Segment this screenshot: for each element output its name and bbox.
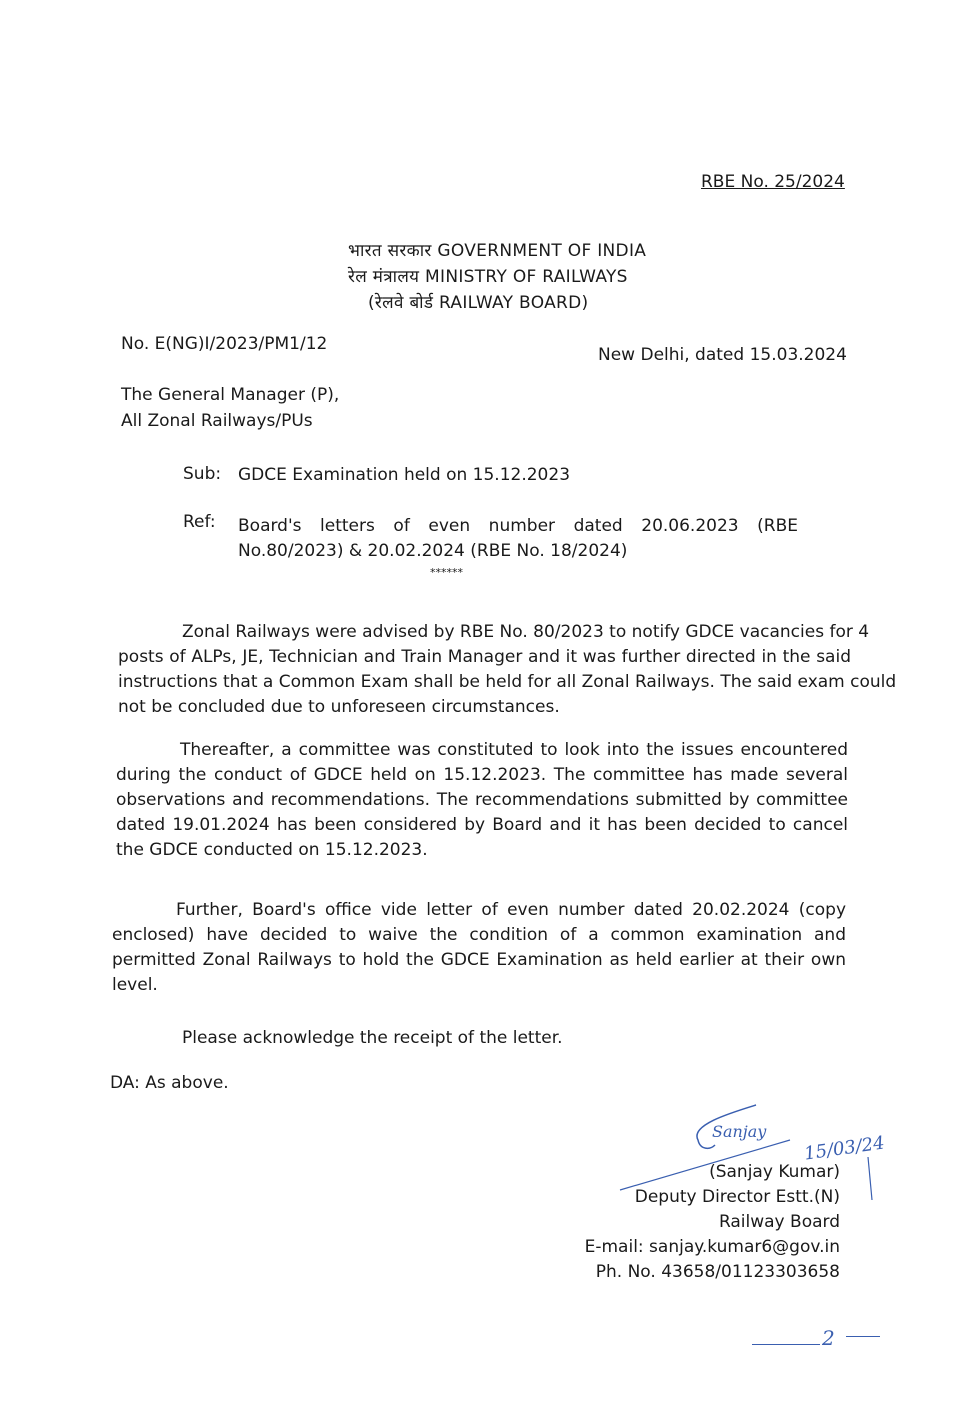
page-marker: 2 [822, 1326, 835, 1350]
header-line-1 [348, 238, 646, 261]
header-line-3 [368, 290, 588, 313]
header-english-3: RAILWAY BOARD) [439, 293, 589, 313]
header-hindi-1: भारत सरकार [348, 241, 432, 261]
header-english-2: MINISTRY OF RAILWAYS [425, 267, 628, 287]
header-hindi-3: (रेलवे बोर्ड [368, 293, 434, 313]
file-number: No. E(NG)I/2023/PM1/12 [121, 334, 328, 354]
signatory-phone: Ph. No. 43658/01123303658 [595, 1262, 840, 1282]
paragraph-line: posts of ALPs, JE, Technician and Train Manager and it was further directed in the said [118, 647, 851, 667]
paragraph-line: level. [112, 975, 158, 995]
header-english-1: GOVERNMENT OF INDIA [437, 241, 647, 261]
paragraph-line: Thereafter, a committee was constituted to look into the issues encountered [180, 740, 848, 760]
header-line-2 [348, 264, 628, 287]
reference-text [238, 514, 798, 564]
subject-label: Sub: [183, 464, 222, 484]
paragraph-3 [112, 898, 846, 998]
subject-text: GDCE Examination held on 15.12.2023 [238, 465, 571, 485]
page-marker-line-right [846, 1336, 880, 1337]
rbe-number: RBE No. 25/2024 [701, 172, 845, 192]
paragraph-1 [118, 620, 897, 720]
paragraph-line: permitted Zonal Railways to hold the GDCE Examination as held earlier at their own [112, 950, 846, 970]
page-marker-line-left [752, 1344, 820, 1345]
addressee-line-2: All Zonal Railways/PUs [121, 411, 313, 431]
header-hindi-2: रेल मंत्रालय [348, 267, 420, 287]
handwritten-date: 15/03/24 [802, 1132, 886, 1165]
paragraph-line: enclosed) have decided to waive the condition of a common examination and [112, 925, 846, 945]
paragraph-line: instructions that a Common Exam shall be held for all Zonal Railways. The said exam could [118, 672, 897, 692]
paragraph-line: during the conduct of GDCE held on 15.12.2023. The committee has made several [116, 765, 848, 785]
paragraph-line: observations and recommendations. The recommendations submitted by committee [116, 790, 848, 810]
signatory-office: Railway Board [718, 1212, 840, 1232]
paragraph-line: not be concluded due to unforeseen circumstances. [118, 697, 560, 717]
reference-line: No.80/2023) & 20.02.2024 (RBE No. 18/2024) [238, 541, 628, 561]
paragraph-line: Zonal Railways were advised by RBE No. 80/2023 to notify GDCE vacancies for 4 [182, 622, 870, 642]
enclosure-note: DA: As above. [110, 1073, 229, 1093]
place-date: New Delhi, dated 15.03.2024 [598, 345, 847, 365]
signatory-email: E-mail: sanjay.kumar6@gov.in [584, 1237, 840, 1257]
addressee-line-1: The General Manager (P), [121, 385, 340, 405]
paragraph-line: Further, Board's office vide letter of even number dated 20.02.2024 (copy [176, 900, 846, 920]
reference-line: Board's letters of even number dated 20.06.2023 (RBE [238, 516, 798, 536]
paragraph-line: dated 19.01.2024 has been considered by Board and it has been decided to cancel [116, 815, 848, 835]
separator: ****** [430, 566, 463, 579]
reference-label: Ref: [183, 512, 216, 532]
signatory-designation: Deputy Director Estt.(N) [634, 1187, 840, 1207]
signatory-name: (Sanjay Kumar) [709, 1162, 840, 1182]
paragraph-4: Please acknowledge the receipt of the letter. [182, 1028, 563, 1048]
paragraph-line: the GDCE conducted on 15.12.2023. [116, 840, 428, 860]
paragraph-2 [116, 738, 848, 863]
handwritten-signature: Sanjay [712, 1122, 767, 1141]
